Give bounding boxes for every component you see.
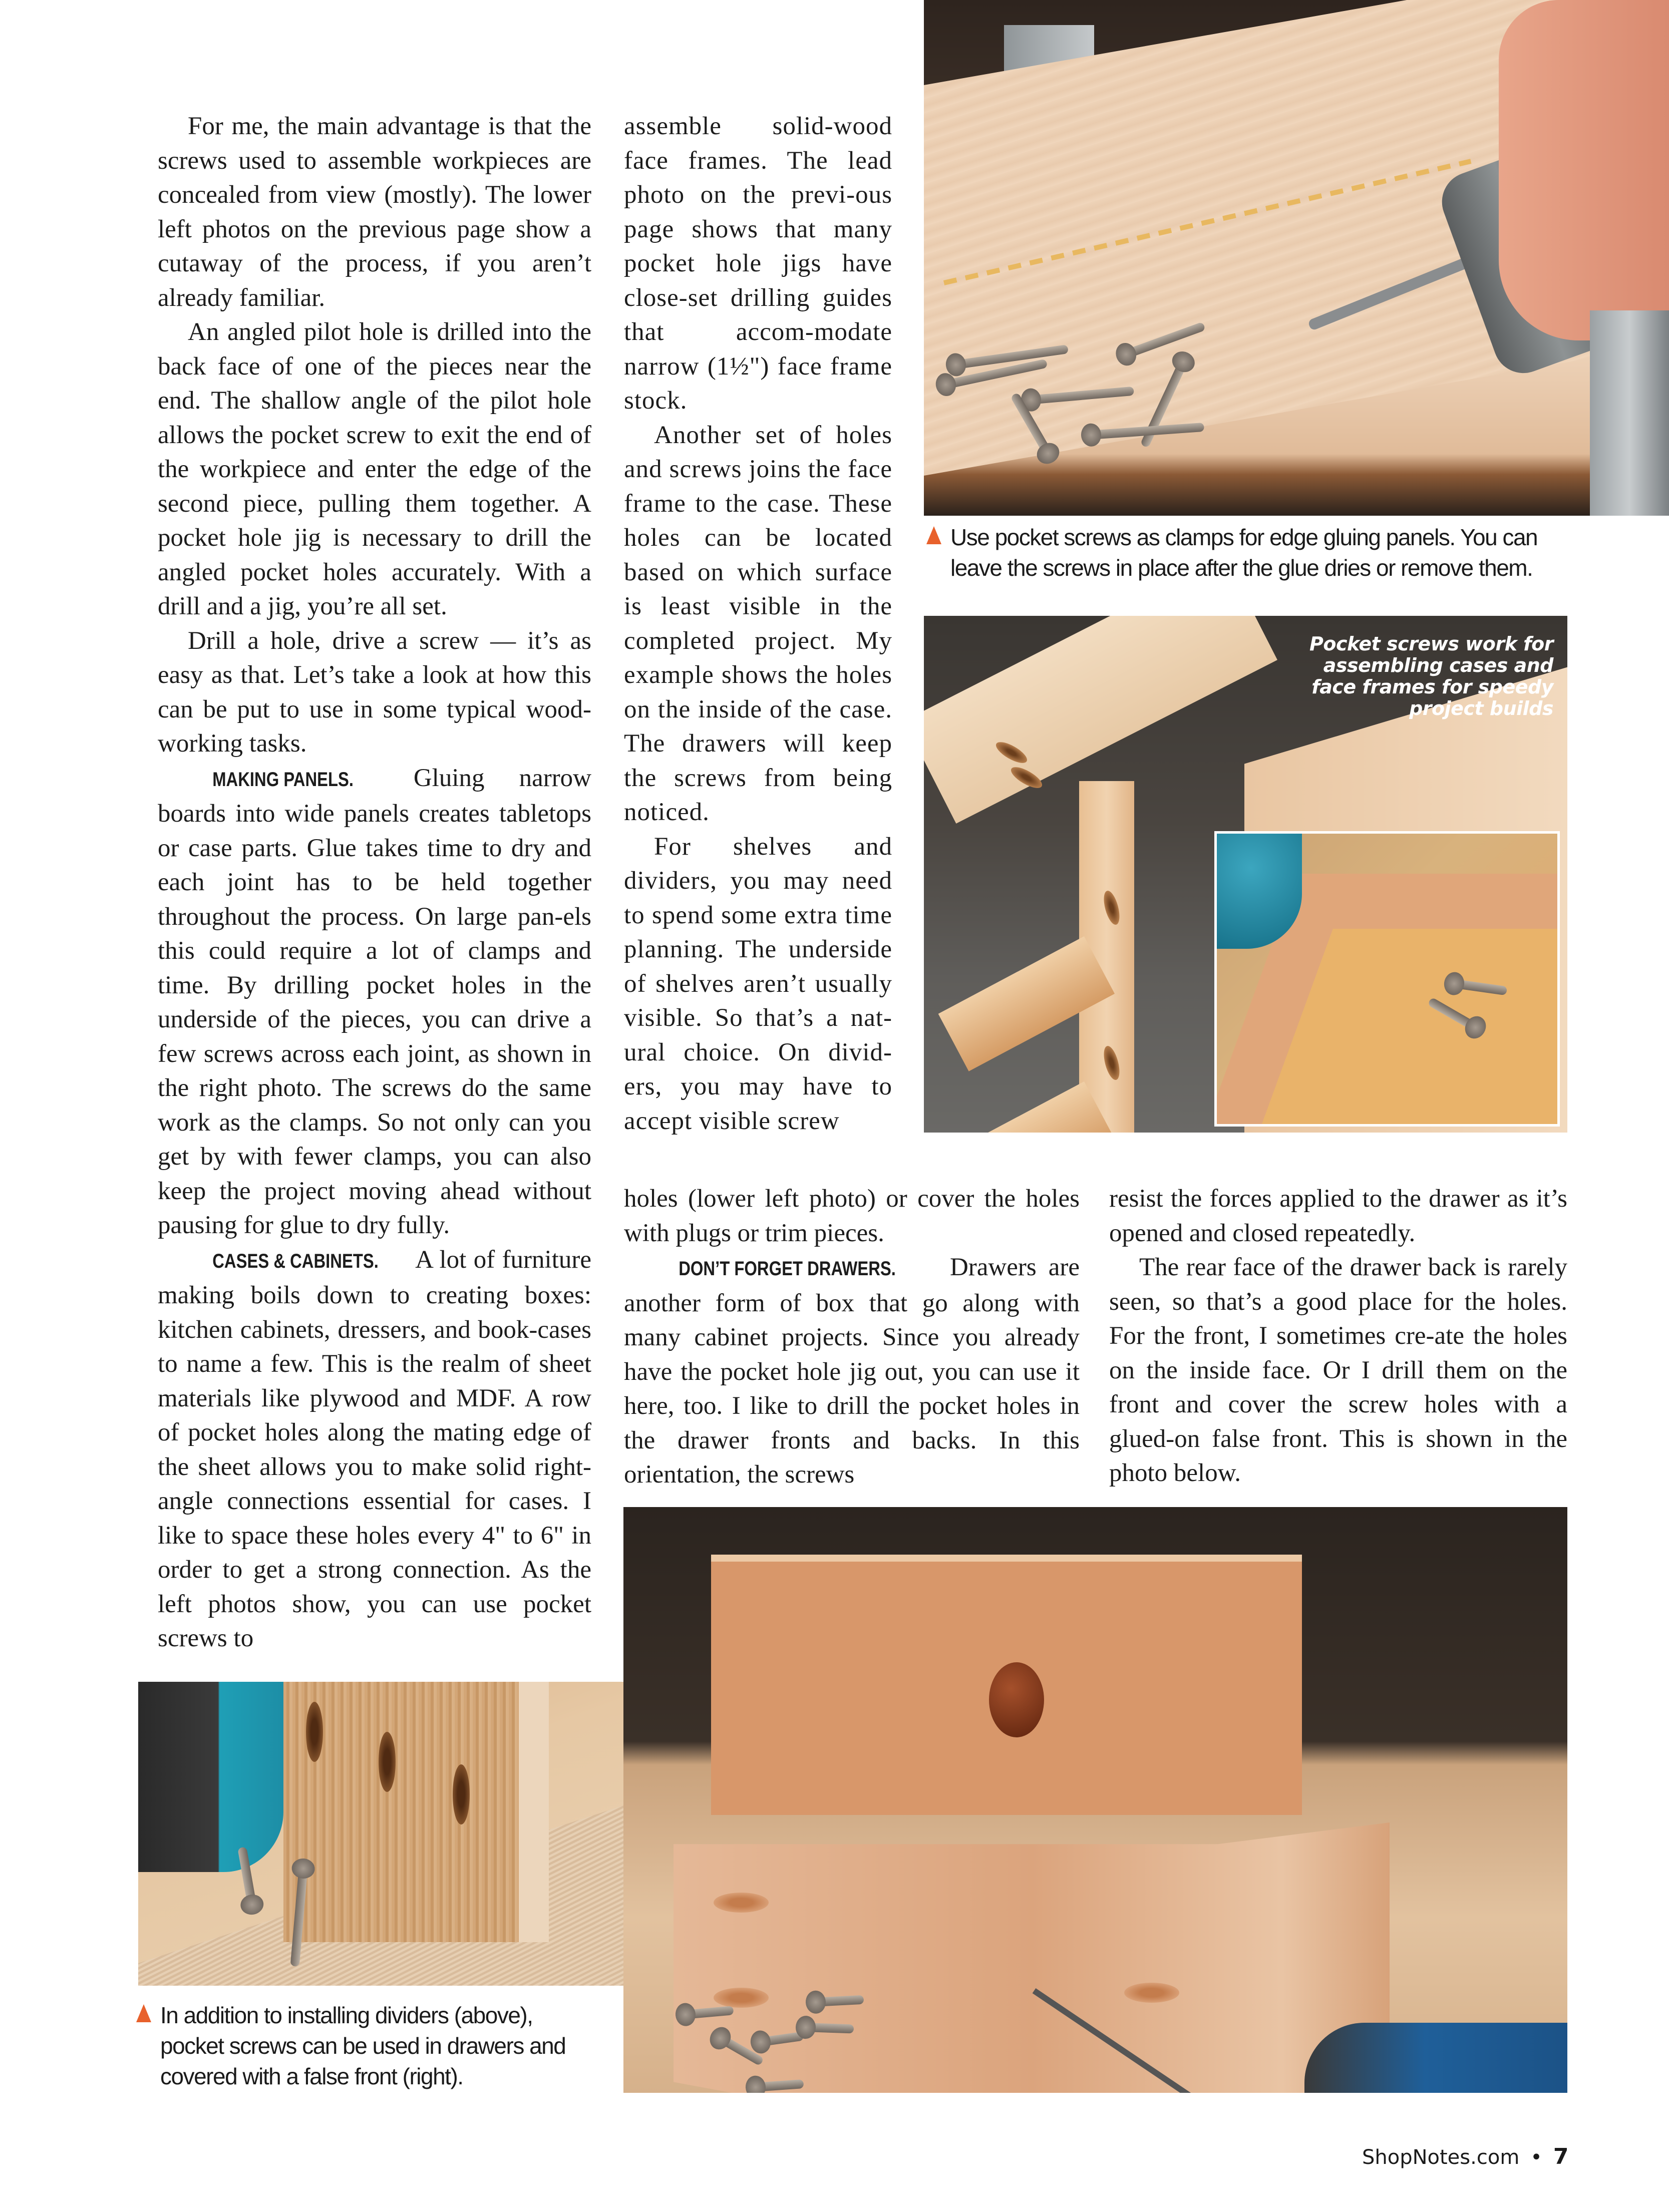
footer-site: ShopNotes.com — [1362, 2146, 1520, 2169]
photo-edge-gluing-panels — [924, 0, 1669, 516]
drawer-knob — [989, 1662, 1044, 1737]
paragraph-dont-forget-drawers — [624, 1250, 1080, 1492]
photo-drawers-false-front — [623, 1507, 1567, 2093]
pocket-hole — [306, 1702, 323, 1762]
subhead-making-panels: MAKING PANELS. — [212, 768, 354, 791]
article-column-3 — [1109, 1182, 1567, 1491]
page-number: 7 — [1553, 2144, 1569, 2169]
paragraph: assemble solid-wood face frames. The lead photo on the previ-ous page shows that many pocket hole jigs have close-set drilling guides that accom-modate narrow (1½") face frame stock. — [624, 112, 892, 415]
paragraph-cases-cabinets — [158, 1243, 591, 1656]
paragraph: For shelves and dividers, you may need to spend some extra time planning. The underside of shelves aren’t usually visible. So that’s a nat-ural choice. On divid-ers, you may have to accept visible screw — [624, 832, 892, 1135]
pocket-hole — [453, 1764, 470, 1824]
subhead-dont-forget-drawers: DON’T FORGET DRAWERS. — [679, 1258, 896, 1280]
paragraph: Another set of holes and screws joins the face frame to the case. These holes can be located based on which surface is least visible in the completed project. My example shows the holes on the inside of the case. The drawers will keep the screws from being noticed. — [624, 421, 892, 826]
clamp-jaw — [1590, 310, 1669, 516]
drill — [1304, 2023, 1567, 2093]
photo-case-face-frame — [924, 616, 1567, 1133]
article-column-2-narrow — [624, 109, 892, 1138]
caption-triangle-icon — [136, 2004, 151, 2022]
divider-edge — [519, 1682, 549, 1942]
paragraph: Drill a hole, drive a screw — it’s as easy as that. Let’s take a look at how this can be put to use in some typical wood-working tasks. — [158, 626, 591, 758]
caption-case-overlay: Pocket screws work for assembling cases and face frames for speedy project builds — [1309, 633, 1553, 719]
drawer-box — [674, 1822, 1390, 2093]
pocket-hole — [379, 1732, 396, 1792]
caption-dividers: In addition to installing dividers (above), pocket screws can be used in drawers and covered with a false front (right). — [136, 2000, 637, 2092]
photo-inset-face-frame — [1214, 831, 1560, 1127]
photo-dividers — [136, 1680, 659, 1988]
footer-separator: • — [1530, 2146, 1542, 2169]
paragraph-text: A lot of furniture making boils down to creating boxes: kitchen cabinets, dressers, and book-cases to name a few. This is the realm of sheet materials like plywood and MDF. A row of pocket holes along the mating edge of the sheet allows you to make solid right-angle connections essential for cases. I like to space these holes every 4" to 6" in order to get a strong connection. As the left photos show, you can use pocket screws to — [158, 1245, 592, 1652]
paragraph-text: Drawers are another form of box that go along with many cabinet projects. Since you already have the pocket hole jig out, you can use it here, too. I like to drill the pocket holes in the drawer fronts and backs. In this orientation, the screws — [624, 1253, 1080, 1489]
paragraph: resist the forces applied to the drawer as it’s opened and closed repeatedly. — [1109, 1185, 1567, 1247]
face-frame-rail — [938, 1081, 1115, 1133]
page-footer — [1362, 2144, 1569, 2169]
pocket-screw — [804, 2023, 854, 2033]
pocket-hole — [714, 1988, 769, 2008]
hand — [1499, 0, 1669, 340]
pocket-hole — [714, 1893, 769, 1913]
article-column-2 — [624, 1182, 1080, 1492]
caption-triangle-icon — [926, 526, 941, 544]
article-column-1 — [158, 109, 591, 1656]
paragraph: For me, the main advantage is that the screws used to assemble workpieces are concealed from view (mostly). The lower left photos on the previous page show a cutaway of the process, if you aren’t already familiar. — [158, 112, 591, 312]
paragraph: holes (lower left photo) or cover the holes with plugs or trim pieces. — [624, 1185, 1080, 1247]
paragraph-text: Gluing narrow boards into wide panels creates tabletops or case parts. Glue takes time to dry and each joint has to be held together throughout the process. On large pan-els this could require a lot of clamps and time. By drilling pocket holes in the underside of the pieces, you can drive a few screws across each joint, as shown in the right photo. The screws do the same work as the clamps. So not only can you get by with fewer clamps, you can also keep the project moving ahead without pausing for glue to dry fully. — [158, 764, 592, 1239]
paragraph: An angled pilot hole is drilled into the back face of one of the pieces near the end. The shallow angle of the pilot hole allows the pocket screw to exit the end of the workpiece and enter the edge of the second piece, pulling them together. A pocket hole jig is necessary to drill the angled pocket holes accurately. With a drill and a jig, you’re all set. — [158, 318, 591, 620]
caption-edge-gluing: Use pocket screws as clamps for edge gluing panels. You can leave the screws in place after the glue dries or remove them. — [926, 522, 1572, 583]
pocket-hole — [1124, 1983, 1179, 2003]
paragraph: The rear face of the drawer back is rarely seen, so that’s a good place for the holes. For the front, I sometimes cre-ate the holes on the inside face. Or I drill them on the front and cover the screw holes with a glued-on false front. This is shown in the photo below. — [1109, 1253, 1567, 1487]
drill — [138, 1682, 283, 1872]
paragraph-making-panels — [158, 761, 591, 1243]
subhead-cases-cabinets: CASES & CABINETS. — [212, 1250, 379, 1272]
